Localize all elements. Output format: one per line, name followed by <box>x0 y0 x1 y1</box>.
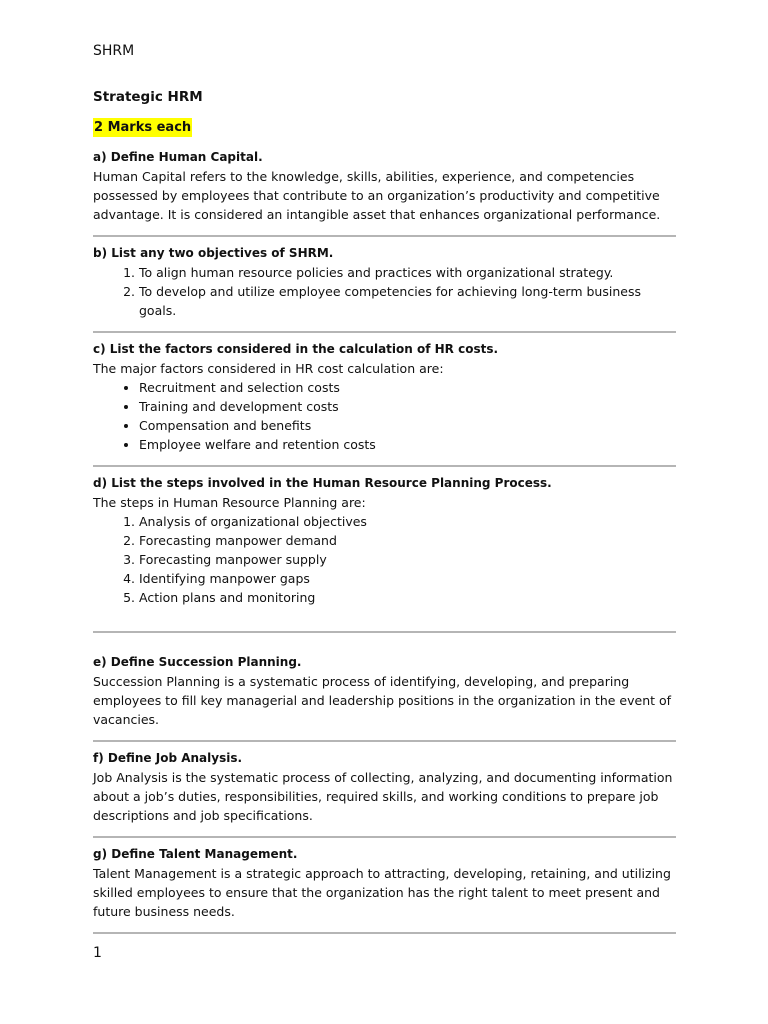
spacer <box>93 640 676 653</box>
marks-label-highlight: 2 Marks each <box>94 120 192 135</box>
objectives-list <box>93 263 676 320</box>
list-item: 5. Action plans and monitoring <box>139 588 676 607</box>
divider <box>93 331 676 333</box>
divider <box>93 932 676 934</box>
list-item: • Compensation and benefits <box>139 416 676 435</box>
question-a: a) Define Human Capital. <box>93 150 263 164</box>
question-d: d) List the steps involved in the Human Resource Planning Process. <box>93 476 552 490</box>
list-item: 3. Forecasting manpower supply <box>139 550 676 569</box>
answer-e: Succession Planning is a systematic process of identifying, developing, and preparing employees to fill key managerial and leadership positions in the organization in the event of vacancies. <box>93 674 672 727</box>
divider <box>93 740 676 742</box>
list-item: 4. Identifying manpower gaps <box>139 569 676 588</box>
section-c <box>93 340 676 460</box>
section-g <box>93 845 676 927</box>
section-e <box>93 653 676 735</box>
list-item: 1. To align human resource policies and practices with organizational strategy. <box>139 263 676 282</box>
answer-g: Talent Management is a strategic approach to attracting, developing, retaining, and utilizing skilled employees to ensure that the organization has the right talent to meet present and future business needs. <box>93 866 671 919</box>
section-d <box>93 474 676 613</box>
question-f: f) Define Job Analysis. <box>93 751 243 765</box>
question-b: b) List any two objectives of SHRM. <box>93 246 334 260</box>
divider <box>93 836 676 838</box>
list-item: 1. Analysis of organizational objectives <box>139 512 676 531</box>
hrp-steps-list <box>93 512 676 607</box>
intro-c: The major factors considered in HR cost calculation are: <box>93 361 444 376</box>
page-number: 1 <box>93 945 102 961</box>
intro-d: The steps in Human Resource Planning are: <box>93 495 366 510</box>
list-item: • Recruitment and selection costs <box>139 378 676 397</box>
document-title: Strategic HRM <box>93 89 203 105</box>
question-c: c) List the factors considered in the calculation of HR costs. <box>93 342 499 356</box>
section-a <box>93 148 676 230</box>
document-content <box>93 148 676 941</box>
list-item: • Training and development costs <box>139 397 676 416</box>
list-item: 2. To develop and utilize employee competencies for achieving long-term business goals. <box>139 282 676 320</box>
question-g: g) Define Talent Management. <box>93 847 298 861</box>
page-header: SHRM <box>93 43 135 59</box>
divider <box>93 235 676 237</box>
section-f <box>93 749 676 831</box>
question-e: e) Define Succession Planning. <box>93 655 302 669</box>
hr-cost-factors-list <box>93 378 676 454</box>
divider <box>93 631 676 633</box>
spacer <box>93 613 676 626</box>
section-b <box>93 244 676 326</box>
list-item: • Employee welfare and retention costs <box>139 435 676 454</box>
answer-f: Job Analysis is the systematic process of collecting, analyzing, and documenting information about a job’s duties, responsibilities, required skills, and working conditions to prepare job descriptions and job specifications. <box>93 770 673 823</box>
list-item: 2. Forecasting manpower demand <box>139 531 676 550</box>
answer-a: Human Capital refers to the knowledge, skills, abilities, experience, and competencies possessed by employees that contribute to an organization’s productivity and competitive advantage. It is considered an intangible asset that enhances organizational performance. <box>93 169 661 222</box>
divider <box>93 465 676 467</box>
